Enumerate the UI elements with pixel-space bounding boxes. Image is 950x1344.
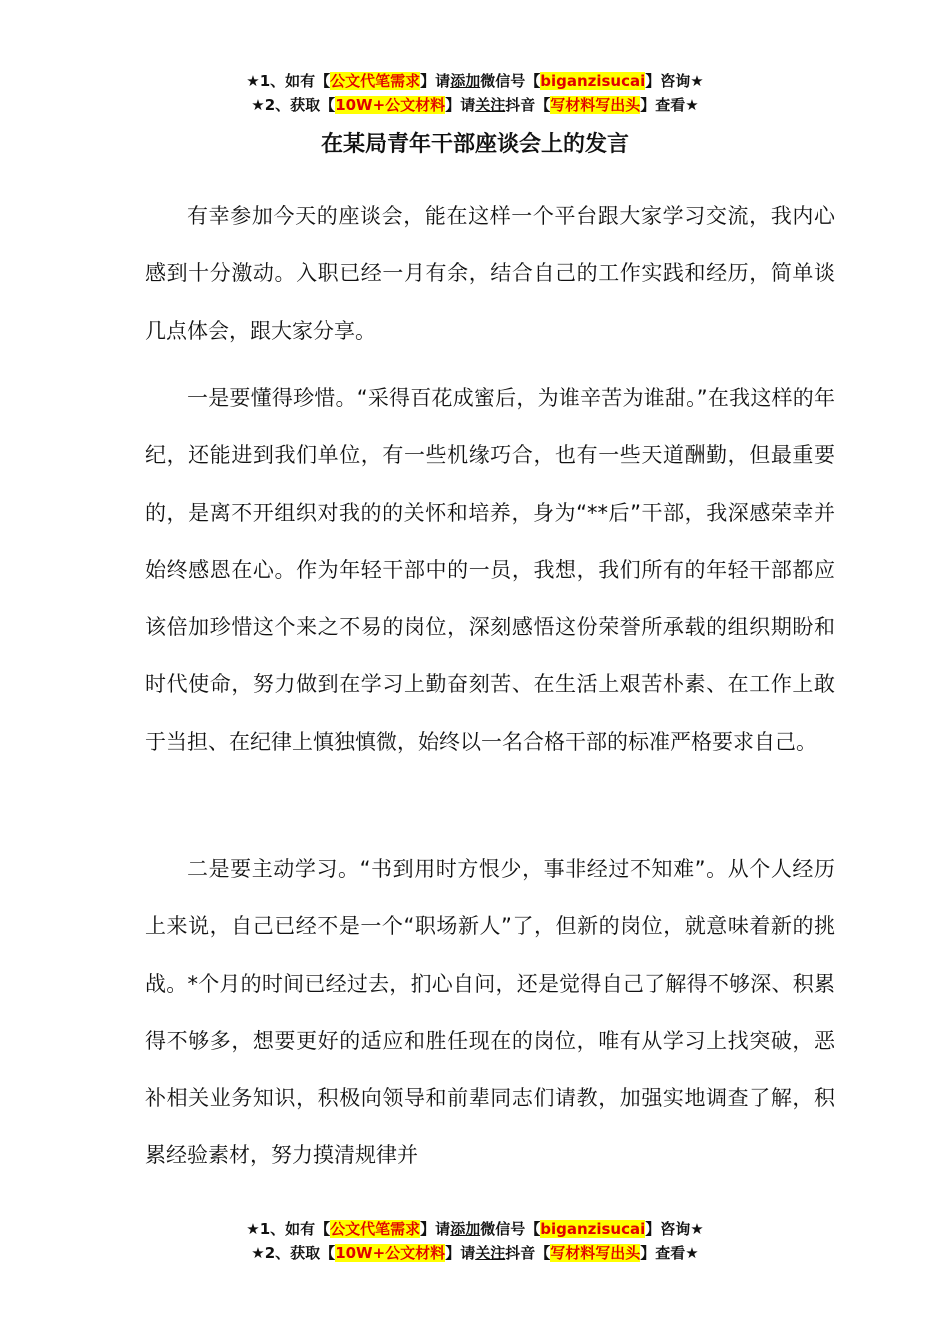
promo-underline: 添加 — [450, 72, 481, 90]
paragraph-point-one — [145, 370, 835, 771]
promo-line-1 — [0, 1217, 950, 1241]
promo-text: 】查看★ — [640, 96, 699, 114]
promo-text: ★2、获取【 — [251, 96, 336, 114]
promo-text: 】请 — [420, 1220, 451, 1238]
promo-text: ★2、获取【 — [251, 1244, 336, 1262]
document-title: 在某局青年干部座谈会上的发言 — [320, 132, 629, 157]
promo-douyin-id: 写材料写出头 — [550, 1244, 641, 1262]
paragraph-text: 有幸参加今天的座谈会，能在这样一个平台跟大家学习交流，我内心感到十分激动。入职已经一月有余，结合自己的工作实践和经历，简单谈几点体会，跟大家分享。 — [145, 204, 835, 343]
promo-text: 抖音【 — [505, 1244, 551, 1262]
promo-line-1 — [0, 69, 950, 93]
promo-wechat-id: biganzisucai — [540, 72, 646, 90]
promo-douyin-id: 写材料写出头 — [550, 96, 641, 114]
promo-text: ★1、如有【 — [246, 1220, 331, 1238]
promo-footer — [0, 1217, 950, 1265]
promo-line-2 — [0, 93, 950, 117]
promo-highlight: 公文代笔需求 — [330, 72, 421, 90]
promo-highlight: 公文代笔需求 — [330, 1220, 421, 1238]
paragraph-text: 一是要懂得珍惜。“采得百花成蜜后，为谁辛苦为谁甜。”在我这样的年纪，还能进到我们单位，有一些机缘巧合，也有一些天道酬勤，但最重要的，是离不开组织对我的的关怀和培养，身为“**后”干部，我深感荣幸并始终感恩在心。作为年轻干部中的一员，我想，我们所有的年轻干部都应该倍加珍惜这个来之不易的岗位，深刻感悟这份荣誉所承载的组织期盼和时代使命，努力做到在学习上勤奋刻苦、在生活上艰苦朴素、在工作上敢于当担、在纪律上慎独慎微，始终以一名合格干部的标准严格要求自己。 — [145, 386, 835, 754]
promo-text: 】咨询★ — [645, 72, 704, 90]
promo-highlight: 10W+公文材料 — [335, 1244, 446, 1262]
promo-wechat-id: biganzisucai — [540, 1220, 646, 1238]
paragraph-intro — [145, 188, 835, 360]
promo-highlight: 10W+公文材料 — [335, 96, 446, 114]
promo-underline: 关注 — [475, 1244, 506, 1262]
promo-text: 】请 — [445, 1244, 476, 1262]
promo-text: 】咨询★ — [645, 1220, 704, 1238]
promo-text: 】请 — [445, 96, 476, 114]
paragraph-point-two — [145, 841, 835, 1185]
promo-header — [0, 69, 950, 117]
promo-text: 微信号【 — [480, 72, 541, 90]
promo-underline: 关注 — [475, 96, 506, 114]
promo-underline: 添加 — [450, 1220, 481, 1238]
promo-text: 抖音【 — [505, 96, 551, 114]
promo-text: 微信号【 — [480, 1220, 541, 1238]
promo-text: 】查看★ — [640, 1244, 699, 1262]
promo-line-2 — [0, 1241, 950, 1265]
promo-text: ★1、如有【 — [246, 72, 331, 90]
paragraph-text: 二是要主动学习。“书到用时方恨少，事非经过不知难”。从个人经历上来说，自己已经不是一个“职场新人”了，但新的岗位，就意味着新的挑战。*个月的时间已经过去，扪心自问，还是觉得自己了解得不够深、积累得不够多，想要更好的适应和胜任现在的岗位，唯有从学习上找突破，恶补相关业务知识，积极向领导和前辈同志们请教，加强实地调查了解，积累经验素材，努力摸清规律并 — [145, 857, 835, 1168]
promo-text: 】请 — [420, 72, 451, 90]
